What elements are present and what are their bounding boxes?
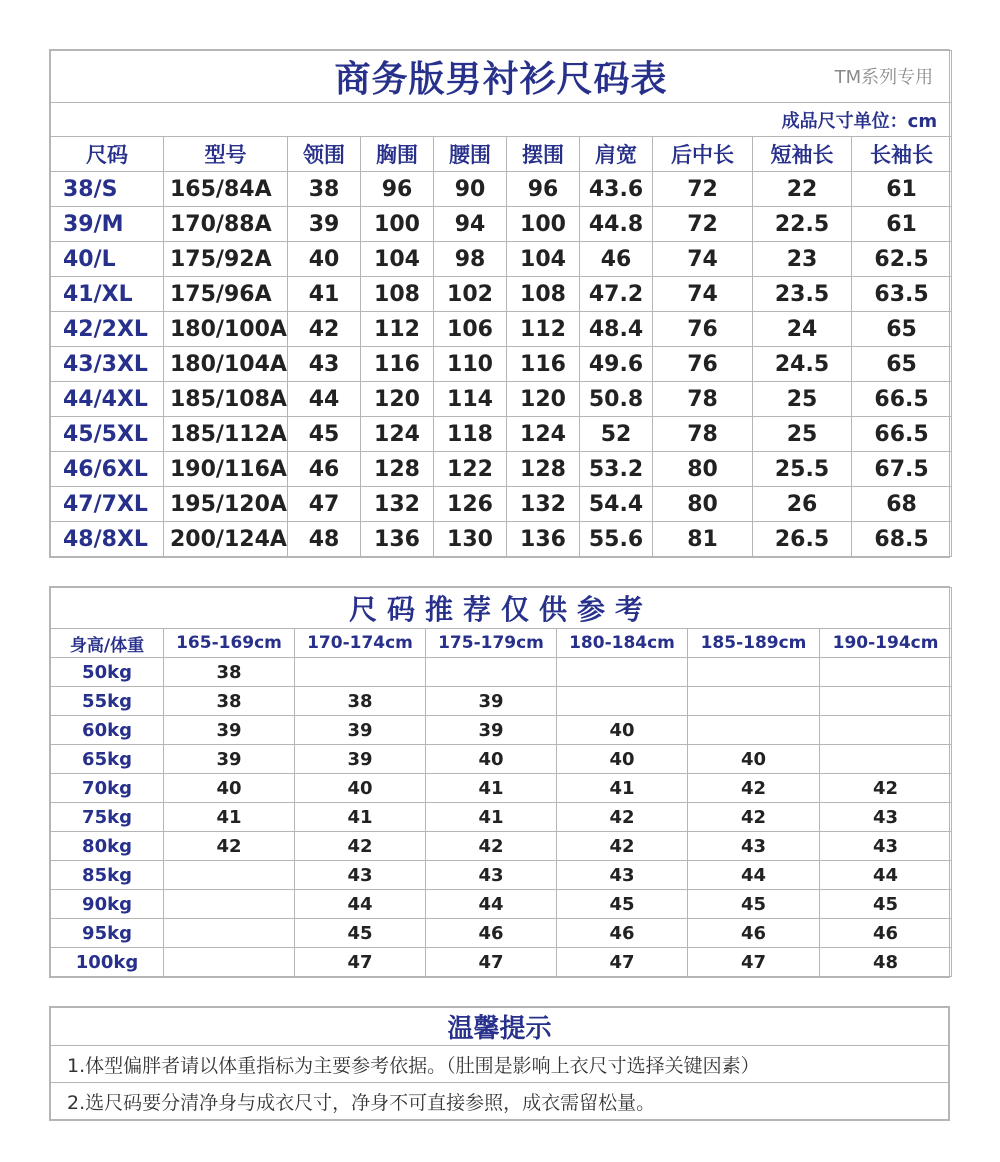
table-row <box>51 803 952 832</box>
table-cell: 112 <box>507 312 580 347</box>
table-cell: 68 <box>852 487 952 522</box>
tips-title: 温馨提示 <box>51 1008 949 1046</box>
table-cell: 96 <box>361 172 434 207</box>
size-label: 46/6XL <box>51 452 164 487</box>
table-cell: 39 <box>164 716 295 745</box>
size-label: 40/L <box>51 242 164 277</box>
table-cell: 48.4 <box>580 312 653 347</box>
table-cell: 46 <box>288 452 361 487</box>
table-cell: 175/96A <box>164 277 288 312</box>
table-cell: 41 <box>426 774 557 803</box>
table-cell: 42 <box>426 832 557 861</box>
table-row <box>51 417 952 452</box>
size-label: 39/M <box>51 207 164 242</box>
table-cell: 46 <box>557 919 688 948</box>
table-cell: 98 <box>434 242 507 277</box>
weight-label: 100kg <box>51 948 164 977</box>
table-cell: 38 <box>164 658 295 687</box>
table-cell: 67.5 <box>852 452 952 487</box>
table-cell: 52 <box>580 417 653 452</box>
table-cell: 42 <box>688 803 820 832</box>
table-cell: 94 <box>434 207 507 242</box>
table-cell <box>688 716 820 745</box>
table-cell <box>820 658 952 687</box>
table-cell: 190/116A <box>164 452 288 487</box>
size-column-header: 尺码 <box>51 137 164 172</box>
table-row <box>51 861 952 890</box>
size-column-header: 型号 <box>164 137 288 172</box>
size-column-header: 短袖长 <box>753 137 852 172</box>
table-cell: 124 <box>507 417 580 452</box>
table-cell: 46 <box>580 242 653 277</box>
table-cell: 180/104A <box>164 347 288 382</box>
table-cell: 22.5 <box>753 207 852 242</box>
table-cell: 62.5 <box>852 242 952 277</box>
table-cell: 78 <box>653 382 753 417</box>
height-column-header: 190-194cm <box>820 629 952 658</box>
table-cell: 90 <box>434 172 507 207</box>
size-column-header: 胸围 <box>361 137 434 172</box>
table-cell: 185/112A <box>164 417 288 452</box>
table-cell: 128 <box>507 452 580 487</box>
table-cell: 38 <box>288 172 361 207</box>
table-cell: 40 <box>557 745 688 774</box>
table-cell: 53.2 <box>580 452 653 487</box>
table-cell: 45 <box>557 890 688 919</box>
table-cell: 74 <box>653 242 753 277</box>
table-cell: 47 <box>557 948 688 977</box>
table-cell: 65 <box>852 312 952 347</box>
table-cell: 74 <box>653 277 753 312</box>
table-cell: 43 <box>288 347 361 382</box>
table-cell: 132 <box>361 487 434 522</box>
table-cell: 68.5 <box>852 522 952 557</box>
tips-table <box>50 1007 949 1120</box>
table-cell: 39 <box>426 687 557 716</box>
table-cell: 175/92A <box>164 242 288 277</box>
table-cell: 108 <box>507 277 580 312</box>
table-cell <box>164 948 295 977</box>
tip-row <box>51 1046 949 1083</box>
table-cell: 39 <box>164 745 295 774</box>
table-cell: 42 <box>557 832 688 861</box>
table-cell: 46 <box>426 919 557 948</box>
table-cell: 80 <box>653 487 753 522</box>
table-cell: 39 <box>295 716 426 745</box>
size-column-header: 肩宽 <box>580 137 653 172</box>
table-cell: 40 <box>557 716 688 745</box>
size-label: 41/XL <box>51 277 164 312</box>
table-cell: 50.8 <box>580 382 653 417</box>
table-cell: 41 <box>295 803 426 832</box>
table-cell: 61 <box>852 207 952 242</box>
table-cell: 25 <box>753 417 852 452</box>
table-cell: 55.6 <box>580 522 653 557</box>
table-cell: 110 <box>434 347 507 382</box>
table-row <box>51 658 952 687</box>
table-row <box>51 774 952 803</box>
size-label: 38/S <box>51 172 164 207</box>
table-cell: 185/108A <box>164 382 288 417</box>
table-cell: 46 <box>820 919 952 948</box>
size-label: 48/8XL <box>51 522 164 557</box>
table-cell <box>820 716 952 745</box>
table-cell: 25.5 <box>753 452 852 487</box>
table-cell: 122 <box>434 452 507 487</box>
table-cell: 80 <box>653 452 753 487</box>
table-cell: 40 <box>688 745 820 774</box>
table-cell: 126 <box>434 487 507 522</box>
table-cell <box>164 890 295 919</box>
recommendation-chart <box>49 586 950 978</box>
table-cell: 61 <box>852 172 952 207</box>
table-cell: 45 <box>688 890 820 919</box>
table-cell: 100 <box>361 207 434 242</box>
table-cell: 65 <box>852 347 952 382</box>
table-cell: 38 <box>295 687 426 716</box>
table-cell: 38 <box>164 687 295 716</box>
table-cell: 42 <box>557 803 688 832</box>
table-cell: 47 <box>688 948 820 977</box>
table-cell: 180/100A <box>164 312 288 347</box>
size-column-header: 领围 <box>288 137 361 172</box>
table-cell: 170/88A <box>164 207 288 242</box>
table-cell: 44 <box>426 890 557 919</box>
table-cell: 46 <box>688 919 820 948</box>
table-row <box>51 487 952 522</box>
height-column-header: 165-169cm <box>164 629 295 658</box>
table-cell <box>557 658 688 687</box>
table-cell: 104 <box>507 242 580 277</box>
height-column-header: 180-184cm <box>557 629 688 658</box>
table-cell: 130 <box>434 522 507 557</box>
weight-label: 85kg <box>51 861 164 890</box>
unit-note: 成品尺寸单位：cm <box>51 103 952 137</box>
size-label: 47/7XL <box>51 487 164 522</box>
table-row <box>51 919 952 948</box>
table-cell <box>295 658 426 687</box>
table-cell: 118 <box>434 417 507 452</box>
table-cell: 76 <box>653 312 753 347</box>
table-cell: 112 <box>361 312 434 347</box>
recommendation-header-row <box>51 629 952 658</box>
table-cell: 42 <box>288 312 361 347</box>
table-cell: 25 <box>753 382 852 417</box>
table-cell: 23.5 <box>753 277 852 312</box>
table-cell: 24 <box>753 312 852 347</box>
table-cell: 40 <box>164 774 295 803</box>
table-cell: 48 <box>820 948 952 977</box>
table-cell: 40 <box>288 242 361 277</box>
table-cell: 43 <box>820 803 952 832</box>
table-row <box>51 716 952 745</box>
size-chart <box>49 49 950 558</box>
table-cell: 43 <box>688 832 820 861</box>
size-label: 44/4XL <box>51 382 164 417</box>
table-row <box>51 172 952 207</box>
table-cell: 47.2 <box>580 277 653 312</box>
table-cell: 43.6 <box>580 172 653 207</box>
table-cell: 45 <box>288 417 361 452</box>
series-note: TM系列专用 <box>834 67 934 88</box>
size-column-header: 长袖长 <box>852 137 952 172</box>
table-cell: 96 <box>507 172 580 207</box>
table-cell: 136 <box>361 522 434 557</box>
recommendation-title: 尺码推荐仅供参考 <box>51 588 952 629</box>
table-cell: 42 <box>688 774 820 803</box>
table-cell: 44 <box>288 382 361 417</box>
table-cell: 43 <box>820 832 952 861</box>
table-cell <box>820 745 952 774</box>
table-cell: 49.6 <box>580 347 653 382</box>
size-label: 45/5XL <box>51 417 164 452</box>
table-cell: 43 <box>557 861 688 890</box>
size-column-header: 腰围 <box>434 137 507 172</box>
table-row <box>51 890 952 919</box>
tip-row <box>51 1083 949 1120</box>
table-cell: 72 <box>653 172 753 207</box>
table-cell: 41 <box>288 277 361 312</box>
table-cell: 200/124A <box>164 522 288 557</box>
height-column-header: 175-179cm <box>426 629 557 658</box>
table-cell: 42 <box>295 832 426 861</box>
table-cell: 45 <box>820 890 952 919</box>
table-cell: 78 <box>653 417 753 452</box>
table-cell: 39 <box>295 745 426 774</box>
weight-label: 50kg <box>51 658 164 687</box>
table-cell: 26 <box>753 487 852 522</box>
table-cell: 106 <box>434 312 507 347</box>
table-cell: 108 <box>361 277 434 312</box>
table-cell: 72 <box>653 207 753 242</box>
table-row <box>51 832 952 861</box>
table-cell: 44 <box>820 861 952 890</box>
weight-label: 55kg <box>51 687 164 716</box>
table-cell: 39 <box>288 207 361 242</box>
table-cell: 136 <box>507 522 580 557</box>
table-cell: 40 <box>295 774 426 803</box>
table-cell: 116 <box>507 347 580 382</box>
table-row <box>51 207 952 242</box>
table-cell: 76 <box>653 347 753 382</box>
size-label: 43/3XL <box>51 347 164 382</box>
size-header-row <box>51 137 952 172</box>
table-cell: 195/120A <box>164 487 288 522</box>
table-cell: 47 <box>295 948 426 977</box>
table-cell: 66.5 <box>852 417 952 452</box>
table-cell: 104 <box>361 242 434 277</box>
table-row <box>51 277 952 312</box>
table-cell: 44 <box>688 861 820 890</box>
table-cell: 47 <box>426 948 557 977</box>
table-cell: 128 <box>361 452 434 487</box>
table-cell: 54.4 <box>580 487 653 522</box>
size-column-header: 后中长 <box>653 137 753 172</box>
weight-label: 60kg <box>51 716 164 745</box>
table-cell: 102 <box>434 277 507 312</box>
table-cell: 22 <box>753 172 852 207</box>
table-cell: 24.5 <box>753 347 852 382</box>
size-chart-title-cell <box>51 51 952 103</box>
table-cell: 114 <box>434 382 507 417</box>
table-cell: 23 <box>753 242 852 277</box>
table-cell: 120 <box>507 382 580 417</box>
height-column-header: 185-189cm <box>688 629 820 658</box>
size-chart-title: 商务版男衬衫尺码表 <box>334 59 668 100</box>
table-cell: 100 <box>507 207 580 242</box>
table-cell <box>688 687 820 716</box>
table-cell <box>164 861 295 890</box>
table-cell: 48 <box>288 522 361 557</box>
height-column-header: 身高/体重 <box>51 629 164 658</box>
table-cell: 41 <box>164 803 295 832</box>
table-cell: 42 <box>820 774 952 803</box>
recommendation-table <box>50 587 952 977</box>
table-cell: 132 <box>507 487 580 522</box>
table-row <box>51 522 952 557</box>
tip-text: 1.体型偏胖者请以体重指标为主要参考依据。（肚围是影响上衣尺寸选择关键因素） <box>51 1046 949 1083</box>
tips-box <box>49 1006 950 1121</box>
table-cell: 43 <box>295 861 426 890</box>
table-cell: 165/84A <box>164 172 288 207</box>
table-cell: 44.8 <box>580 207 653 242</box>
size-column-header: 摆围 <box>507 137 580 172</box>
table-row <box>51 745 952 774</box>
table-cell <box>557 687 688 716</box>
tip-text: 2.选尺码要分清净身与成衣尺寸，净身不可直接参照，成衣需留松量。 <box>51 1083 949 1120</box>
table-row <box>51 312 952 347</box>
table-cell: 47 <box>288 487 361 522</box>
table-cell: 41 <box>557 774 688 803</box>
weight-label: 65kg <box>51 745 164 774</box>
table-row <box>51 452 952 487</box>
table-cell: 39 <box>426 716 557 745</box>
table-cell: 41 <box>426 803 557 832</box>
table-cell: 116 <box>361 347 434 382</box>
weight-label: 70kg <box>51 774 164 803</box>
table-cell: 44 <box>295 890 426 919</box>
weight-label: 80kg <box>51 832 164 861</box>
weight-label: 95kg <box>51 919 164 948</box>
table-cell: 45 <box>295 919 426 948</box>
height-column-header: 170-174cm <box>295 629 426 658</box>
table-cell: 66.5 <box>852 382 952 417</box>
size-table <box>50 50 952 557</box>
table-cell <box>820 687 952 716</box>
table-cell: 43 <box>426 861 557 890</box>
table-cell: 124 <box>361 417 434 452</box>
table-row <box>51 347 952 382</box>
weight-label: 75kg <box>51 803 164 832</box>
weight-label: 90kg <box>51 890 164 919</box>
table-row <box>51 948 952 977</box>
table-cell: 40 <box>426 745 557 774</box>
table-cell: 26.5 <box>753 522 852 557</box>
table-cell: 120 <box>361 382 434 417</box>
table-cell: 63.5 <box>852 277 952 312</box>
table-row <box>51 687 952 716</box>
table-cell: 81 <box>653 522 753 557</box>
table-row <box>51 382 952 417</box>
table-cell <box>688 658 820 687</box>
table-cell <box>164 919 295 948</box>
table-cell <box>426 658 557 687</box>
size-label: 42/2XL <box>51 312 164 347</box>
table-cell: 42 <box>164 832 295 861</box>
table-row <box>51 242 952 277</box>
